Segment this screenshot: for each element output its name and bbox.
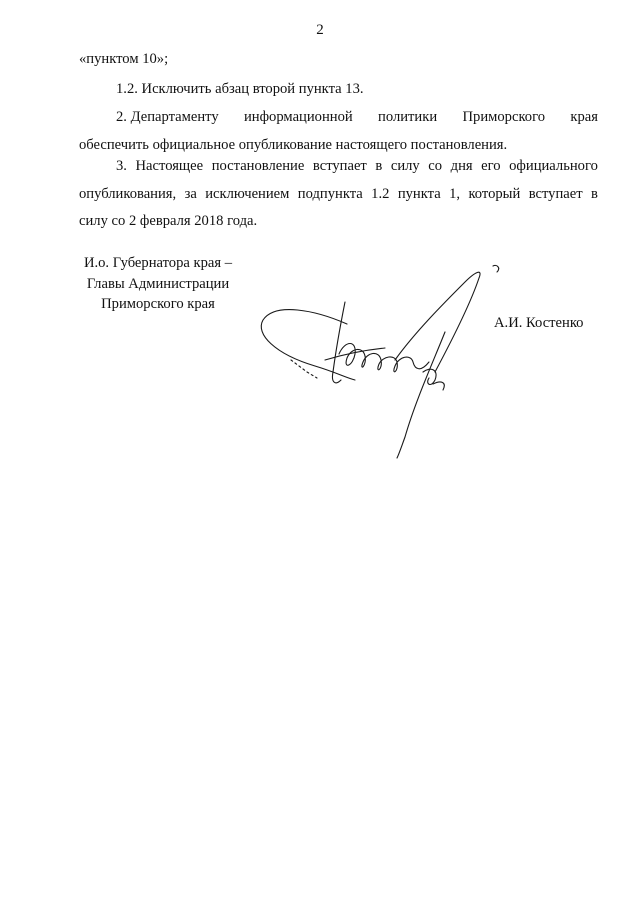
handwritten-signature xyxy=(255,262,515,462)
word: силу xyxy=(390,158,420,174)
word: информационной xyxy=(243,109,353,125)
word: вступает xyxy=(528,186,583,202)
text-item-3-line-1 xyxy=(116,157,598,175)
word: в xyxy=(375,158,383,174)
word: постановление xyxy=(211,158,305,174)
text-item-3-line-2 xyxy=(79,185,598,203)
text-item-1-2: 1.2. Исключить абзац второй пункта 13. xyxy=(116,81,364,97)
word: 1.2 xyxy=(371,186,390,202)
position-line: Приморского края xyxy=(101,296,215,312)
word: края xyxy=(570,109,598,125)
word: Настоящее xyxy=(135,158,204,174)
position-line: Главы Администрации xyxy=(86,275,230,292)
word: со xyxy=(428,158,443,174)
text-item-2-line-1 xyxy=(116,108,598,126)
word: за xyxy=(184,186,197,202)
word: политики xyxy=(378,109,438,125)
word: опубликования, xyxy=(79,186,177,202)
signatory-position xyxy=(72,253,244,315)
word: 2. Департаменту xyxy=(116,109,219,125)
word: в xyxy=(591,186,598,202)
page-number: 2 xyxy=(316,22,324,38)
word: официального xyxy=(509,158,598,174)
word: его xyxy=(481,158,501,174)
text-line-continuation: «пунктом 10»; xyxy=(79,51,169,67)
word: пункта xyxy=(397,186,441,202)
word: исключением xyxy=(205,186,290,202)
position-line: И.о. Губернатора края – xyxy=(83,255,233,271)
word: 1, xyxy=(449,186,461,202)
text-item-3-line-3: силу со 2 февраля 2018 года. xyxy=(79,213,258,229)
word: дня xyxy=(450,158,473,174)
word: Приморского xyxy=(462,109,546,125)
text-item-2-line-2: обеспечить официальное опубликование настоящего постановления. xyxy=(79,137,508,153)
word: подпункта xyxy=(297,186,363,202)
word: 3. xyxy=(116,158,127,174)
word: вступает xyxy=(312,158,367,174)
signer-name: А.И. Костенко xyxy=(494,315,584,331)
word: который xyxy=(468,186,521,202)
